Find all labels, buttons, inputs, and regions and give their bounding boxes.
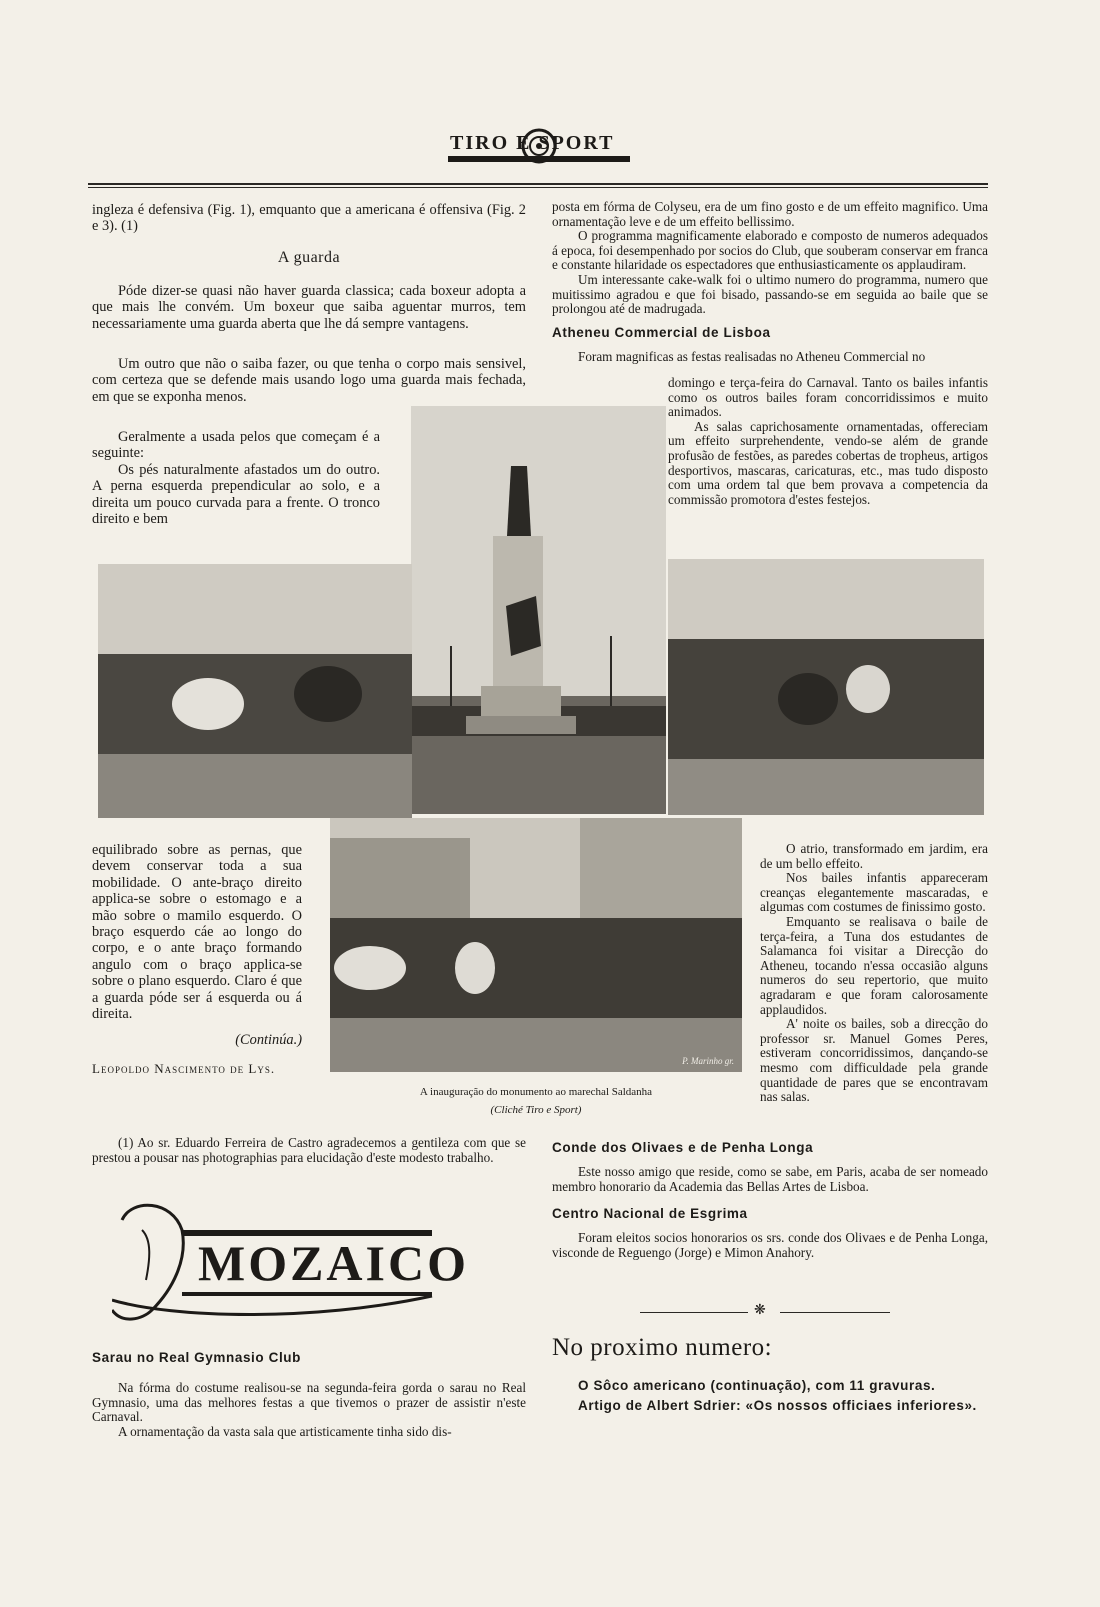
right-p2: O programma magnificamente elaborado e composto de numeros adequados á epoca, foi desempenhado por socios do Club, que souberam conservar em franca e constante hilaridade os espectadores que enthusiasticamente os applaudiram.: [552, 228, 988, 273]
atheneu-p8: Emquanto se realisava o baile de terça-feira, a Tuna dos estudantes de Salamanca foi visitar a Direcção do Atheneu, tocando n'essa occasião alguns numeros do seu repertorio, que muito agradaram e que foram calorosamente applaudidos.: [760, 913, 988, 1017]
next-issue-heading: No proximo numero:: [552, 1334, 773, 1361]
atheneu-p5: As salas caprichosamente ornamentadas, offereciam um effeito surprehendente, vendo-se além de grande profusão de festões, as paredes cobertas de tropheus, artigos desportivos, mascaras, caricaturas, etc., mas tudo disposto com uma ordem tal que bem provava a competencia da commissão promotora d'estes festejos.: [668, 418, 988, 507]
mozaico-title: MOZAICO: [198, 1235, 469, 1291]
atheneu-p6: O atrio, transformado em jardim, era de um bello effeito.: [760, 841, 988, 871]
masthead-logo: [446, 126, 632, 170]
boxing-heading: A guarda: [277, 248, 341, 266]
ornament-divider: [640, 1303, 890, 1318]
next-issue-line2: Artigo de Albert Sdrier: «Os nossos officiaes inferiores».: [578, 1398, 977, 1413]
sarau-p1: Na fórma do costume realisou-se na segunda-feira gorda o sarau no Real Gymnasio, uma das melhores festas a que tivemos o prazer de assistir n'este Carnaval.: [92, 1380, 526, 1425]
atheneu-p7: Nos bailes infantis appareceram creanças elegantemente mascaradas, e algumas com costumes de finissimo gosto.: [760, 870, 988, 915]
ornament-star-icon: ❋: [754, 1303, 766, 1318]
masthead-title: TIRO E SPORT: [450, 132, 615, 154]
footnote-text: (1) Ao sr. Eduardo Ferreira de Castro agradecemos a gentileza com que se prestou a pousar nas photographias para elucidação d'este modesto trabalho.: [92, 1135, 526, 1165]
centro-heading: Centro Nacional de Esgrima: [552, 1206, 748, 1222]
boxing-article-top: [92, 202, 526, 332]
continua-note: (Continúa.): [235, 1032, 302, 1049]
right-p3: Um interessante cake-walk foi o ultimo numero do programma, numero que muitissimo agradou e que foi bisado, passando-se em seguida ao baile que se prolongou até de madrugada.: [552, 271, 988, 317]
next-issue-line1: O Sôco americano (continuação), com 11 gravuras.: [578, 1378, 936, 1393]
conde-text: Este nosso amigo que reside, como se sabe, em Paris, acaba de ser nomeado membro honorario da Academia das Bellas Artes de Lisboa.: [552, 1164, 988, 1194]
photo-riders-right: [668, 559, 984, 815]
atheneu-heading: Atheneu Commercial de Lisboa: [552, 324, 771, 340]
boxing-p4: Os pés naturalmente afastados um do outro. A perna esquerda prependicular ao solo, e a direita um pouco curvada para a frente. O tronco direito e bem: [92, 461, 380, 528]
photo-caption: A inauguração do monumento ao marechal Saldanha: [419, 1086, 653, 1098]
sarau-heading: Sarau no Real Gymnasio Club: [92, 1350, 301, 1365]
centro-text: Foram eleitos socios honorarios os srs. conde dos Olivaes e de Penha Longa, visconde de Reguengo (Jorge) e Mimon Anahory.: [552, 1230, 988, 1260]
boxing-p2: Um outro que não o saiba fazer, ou que tenha o corpo mais sensivel, com certeza que se defende mais usando logo uma guarda mais fechada, em que se exponha menos.: [92, 356, 526, 405]
header-rule: [88, 183, 988, 185]
atheneu-cont: [760, 842, 988, 1105]
monument-image-icon: [411, 406, 666, 814]
right-article-top: [552, 200, 988, 364]
photo-parade: [330, 818, 742, 1072]
boxing-narrow: [92, 429, 380, 527]
boxing-p1: Póde dizer-se quasi não haver guarda classica; cada boxeur adopta a que mais lhe convém. Um boxeur que saiba aguentar murros, tem necessariamente uma guarda aberta que lhe dá sempre vantagens.: [92, 282, 526, 332]
boxing-intro: ingleza é defensiva (Fig. 1), emquanto que a americana é offensiva (Fig. 2 e 3). (1): [92, 202, 526, 235]
riders-image-icon: [98, 564, 412, 818]
conde-section: [552, 1140, 988, 1260]
boxing-p2-wrap: [92, 356, 526, 405]
parade-image-icon: [330, 818, 742, 1072]
photo-credit: (Cliché Tiro e Sport): [490, 1104, 582, 1116]
header-rule-thin: [88, 187, 988, 188]
photo-riders-left: [98, 564, 412, 818]
cavalcade-image-icon: [668, 559, 984, 815]
sarau-p2: A ornamentação da vasta sala que artisticamente tinha sido dis-: [118, 1423, 452, 1439]
boxing-p3: Geralmente a usada pelos que começam é a seguinte:: [92, 429, 380, 462]
atheneu-p9: A' noite os bailes, sob a direcção do professor sr. Manuel Gomes Peres, estiveram concorridissimos, dançando-se mesmo com difficuldade pela grande quantidade de pares que se encontravam nas salas.: [760, 1016, 988, 1105]
boxing-p4-cont: equilibrado sobre as pernas, que devem conservar toda a sua mobilidade. O ante-braço direito applica-se sobre o estomago e a mão sobre o mamilo esquerdo. O braço esquerdo cáe ao longo do corpo, e o ante braço formando angulo com o braço applica-se sobre o plano esquerdo. Claro é que a guarda póde ser á esquerda ou á direita.: [92, 842, 302, 1023]
right-p1: posta em fórma de Colyseu, era de um fino gosto e de um effeito magnifico. Uma ornamentação leve e de um effeito bellissimo.: [552, 199, 988, 229]
conde-heading: Conde dos Olivaes e de Penha Longa: [552, 1140, 814, 1155]
boxing-article-cont: [92, 842, 302, 1077]
next-issue-section: [552, 1334, 988, 1416]
sarau-section: [92, 1350, 526, 1439]
engraver-signature: P. Marinho gr.: [682, 1056, 734, 1066]
atheneu-p4b: domingo e terça-feira do Carnaval. Tanto os bailes infantis como os outros bailes foram concorridissimos e muito animados.: [668, 375, 988, 420]
photo-monument: [411, 406, 666, 814]
atheneu-narrow: [668, 376, 988, 507]
author-signature: Leopoldo Nascimento de Lys.: [92, 1061, 276, 1077]
mozaico-banner: [112, 1200, 469, 1330]
footnote: [92, 1136, 526, 1165]
atheneu-p4a: Foram magnificas as festas realisadas no Atheneu Commercial no: [578, 348, 926, 364]
